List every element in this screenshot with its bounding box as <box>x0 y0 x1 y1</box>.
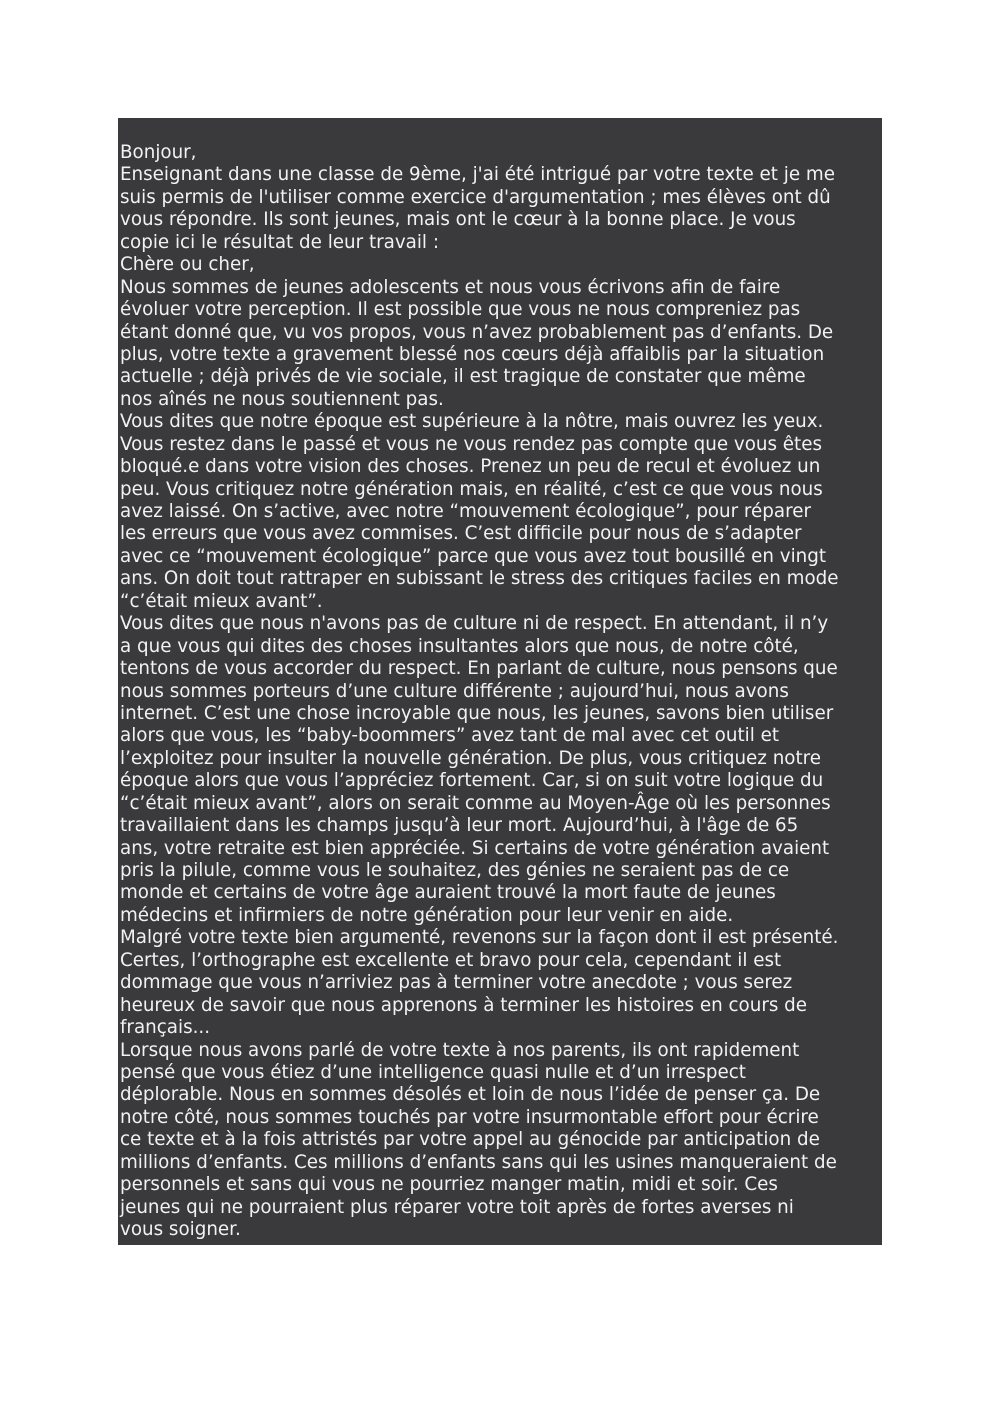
letter-line: évoluer votre perception. Il est possible que vous ne nous compreniez pas <box>120 299 801 321</box>
letter-line: Bonjour, <box>120 142 197 163</box>
letter-line: Nous sommes de jeunes adolescents et nous vous écrivons afin de faire <box>120 276 781 298</box>
letter-line: avec ce “mouvement écologique” parce que vous avez tout bousillé en vingt <box>120 545 827 567</box>
letter-line: Vous restez dans le passé et vous ne vous rendez pas compte que vous êtes <box>120 433 822 455</box>
letter-line: copie ici le résultat de leur travail : <box>120 231 439 253</box>
letter-line: “c’était mieux avant”, alors on serait comme au Moyen-Âge où les personnes <box>120 792 831 814</box>
letter-line: étant donné que, vu vos propos, vous n’avez probablement pas d’enfants. De <box>120 321 834 343</box>
letter-line: pris la pilule, comme vous le souhaitez, des génies ne seraient pas de ce <box>120 860 790 881</box>
letter-line: déplorable. Nous en sommes désolés et loin de nous l’idée de penser ça. De <box>120 1084 821 1106</box>
letter-line: jeunes qui ne pourraient plus réparer votre toit après de fortes averses ni <box>120 1196 794 1218</box>
letter-line: Chère ou cher, <box>120 254 255 276</box>
letter-line: vous soigner. <box>120 1219 241 1240</box>
letter-line: époque alors que vous l’appréciez fortement. Car, si on suit votre logique du <box>120 770 824 792</box>
letter-line: Enseignant dans une classe de 9ème, j'ai été intrigué par votre texte et je me <box>120 164 835 186</box>
letter-line: personnels et sans qui vous ne pourriez manger matin, midi et soir. Ces <box>120 1174 778 1196</box>
letter-line: peu. Vous critiquez notre génération mais, en réalité, c’est ce que vous nous <box>120 478 823 500</box>
letter-line: suis permis de l'utiliser comme exercice d'argumentation ; mes élèves ont dû <box>120 186 831 208</box>
letter-line: les erreurs que vous avez commises. C’est difficile pour nous de s’adapter <box>120 523 802 545</box>
letter-line: ans. On doit tout rattraper en subissant le stress des critiques faciles en mode <box>120 568 839 590</box>
letter-line: travaillaient dans les champs jusqu’à leur mort. Aujourd’hui, à l'âge de 65 <box>120 815 799 837</box>
letter-line: ce texte et à la fois attristés par votre appel au génocide par anticipation de <box>120 1129 820 1151</box>
letter-line: vous répondre. Ils sont jeunes, mais ont le cœur à la bonne place. Je vous <box>120 209 796 231</box>
letter-line: actuelle ; déjà privés de vie sociale, il est tragique de constater que même <box>120 366 806 388</box>
letter-line: a que vous qui dites des choses insultantes alors que nous, de notre côté, <box>120 635 799 657</box>
letter-line: bloqué.e dans votre vision des choses. Prenez un peu de recul et évoluez un <box>120 456 821 478</box>
letter-line: Malgré votre texte bien argumenté, revenons sur la façon dont il est présenté. <box>120 927 839 949</box>
letter-line: nos aînés ne nous soutiennent pas. <box>120 388 444 410</box>
letter-line: “c’était mieux avant”. <box>120 590 323 612</box>
letter-line: Vous dites que notre époque est supérieure à la nôtre, mais ouvrez les yeux. <box>120 411 824 433</box>
letter-line: plus, votre texte a gravement blessé nos cœurs déjà affaiblis par la situation <box>120 343 825 365</box>
letter-line: médecins et infirmiers de notre génération pour leur venir en aide. <box>120 904 734 926</box>
letter-line: français... <box>120 1017 211 1039</box>
letter-text-block <box>118 118 882 1245</box>
letter-line: l’exploitez pour insulter la nouvelle génération. De plus, vous critiquez notre <box>120 747 821 769</box>
letter-line: Lorsque nous avons parlé de votre texte à nos parents, ils ont rapidement <box>120 1039 800 1061</box>
letter-line: nous sommes porteurs d’une culture différente ; aujourd’hui, nous avons <box>120 680 789 702</box>
letter-line: dommage que vous n’arriviez pas à terminer votre anecdote ; vous serez <box>120 972 793 994</box>
letter-line: heureux de savoir que nous apprenons à terminer les histoires en cours de <box>120 994 808 1016</box>
letter-line: notre côté, nous sommes touchés par votre insurmontable effort pour écrire <box>120 1106 819 1128</box>
letter-line: Vous dites que nous n'avons pas de culture ni de respect. En attendant, il n’y <box>120 613 829 635</box>
letter-line: ans, votre retraite est bien appréciée. Si certains de votre génération avaient <box>120 837 830 859</box>
letter-line: alors que vous, les “baby-boommers” avez tant de mal avec cet outil et <box>120 725 780 747</box>
letter-line: pensé que vous étiez d’une intelligence quasi nulle et d’un irrespect <box>120 1061 746 1083</box>
letter-line: millions d’enfants. Ces millions d’enfants sans qui les usines manqueraient de <box>120 1151 837 1173</box>
letter-line: tentons de vous accorder du respect. En parlant de culture, nous pensons que <box>120 658 838 680</box>
letter-line: internet. C’est une chose incroyable que nous, les jeunes, savons bien utiliser <box>120 702 834 724</box>
letter-line: monde et certains de votre âge auraient trouvé la mort faute de jeunes <box>120 882 776 904</box>
letter-line: Certes, l’orthographe est excellente et bravo pour cela, cependant il est <box>120 949 782 971</box>
letter-line: avez laissé. On s’active, avec notre “mouvement écologique”, pour réparer <box>120 501 811 522</box>
